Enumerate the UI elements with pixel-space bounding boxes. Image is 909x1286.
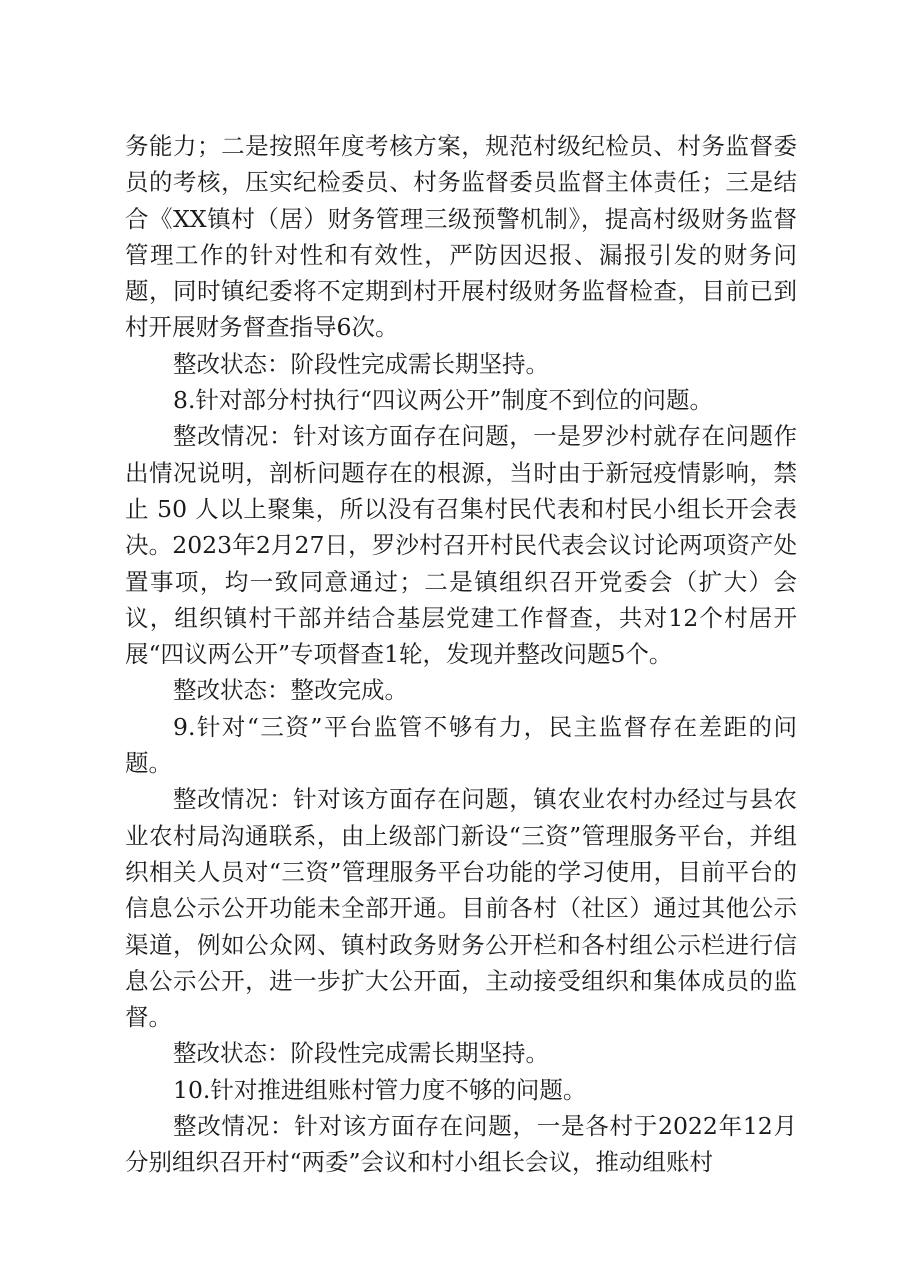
- paragraph-issue-9: 9.针对“三资”平台监管不够有力，民主监督存在差距的问题。: [125, 712, 797, 778]
- paragraph-issue-8: 8.针对部分村执行“四议两公开”制度不到位的问题。: [173, 386, 713, 415]
- paragraph-status-7: 整改状态：阶段性完成需长期坚持。: [173, 349, 549, 378]
- paragraph-continuation: 务能力；二是按照年度考核方案，规范村级纪检员、村务监督委员的考核，压实纪检委员、村务监督委员监督主体责任；三是结合《XX镇村（居）财务管理三级预警机制》，提高村级财务监督管理工作的针对性和有效性，严防因迟报、漏报引发的财务问题，同时镇纪委将不定期到村开展村级财务监督检查，目前已到村开展财务督查指导6次。: [125, 132, 797, 342]
- paragraph-rectification-8: 整改情况：针对该方面存在问题，一是罗沙村就存在问题作出情况说明，剖析问题存在的根源，当时由于新冠疫情影响，禁止 50 人以上聚集，所以没有召集村民代表和村民小组长开会表决。2023年2月27日，罗沙村召开村民代表会议讨论两项资产处置事项，均一致同意通过；二是镇组织召开党委会（扩大）会议，组织镇村干部并结合基层党建工作督查，共对12个村居开展“四议两公开”专项督查1轮，发现并整改问题5个。: [125, 422, 797, 669]
- paragraph-status-9: 整改状态：阶段性完成需长期坚持。: [173, 1039, 549, 1068]
- paragraph-rectification-9: 整改情况：针对该方面存在问题，镇农业农村办经过与县农业农村局沟通联系，由上级部门新设“三资”管理服务平台，并组织相关人员对“三资”管理服务平台功能的学习使用，目前平台的信息公示公开功能未全部开通。目前各村（社区）通过其他公示渠道，例如公众网、镇村政务财务公开栏和各村组公示栏进行信息公示公开，进一步扩大公开面，主动接受组织和集体成员的监督。: [125, 785, 797, 1032]
- paragraph-status-8: 整改状态：整改完成。: [173, 676, 408, 705]
- document-page: [125, 128, 797, 1181]
- paragraph-rectification-10: 整改情况：针对该方面存在问题，一是各村于2022年12月分别组织召开村“两委”会议和村小组长会议，推动组账村: [125, 1112, 797, 1177]
- paragraph-issue-10: 10.针对推进组账村管力度不够的问题。: [173, 1075, 587, 1104]
